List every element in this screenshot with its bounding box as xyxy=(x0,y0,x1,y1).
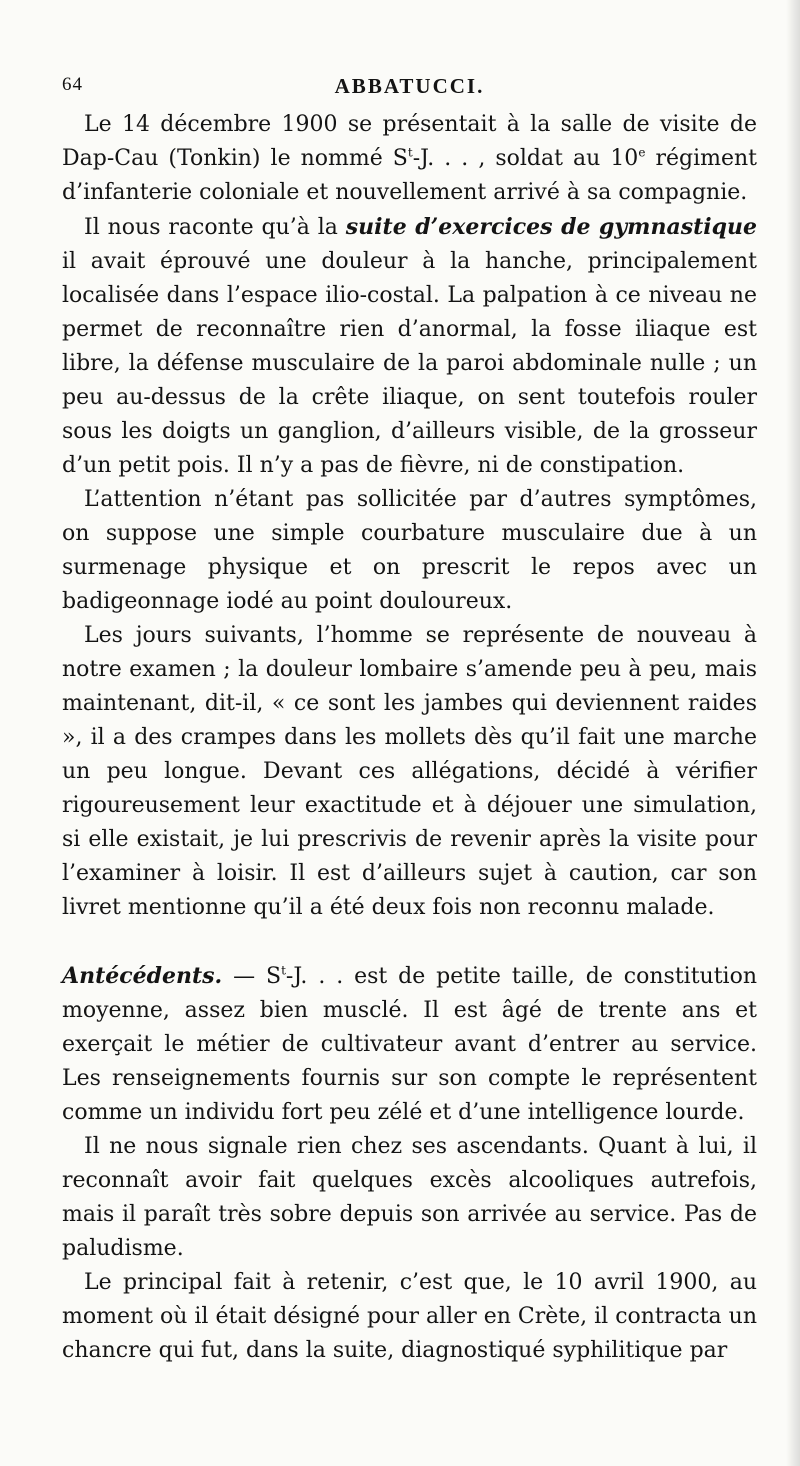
text-segment: il avait éprouvé une douleur à la hanche, principalement localisée dans l’espace ilio-costal. La palpation à ce niveau ne permet de reconnaître rien d’anormal, la fosse iliaque est libre, la défense musculaire de la paroi abdominale nulle ; un peu au-dessus de la crête iliaque, on sent toutefois rouler sous les doigts un ganglion, d’ailleurs visible, de la grosseur d’un petit pois. Il n’y a pas de fièvre, ni de constipation. xyxy=(62,249,757,478)
paragraph xyxy=(62,1130,757,1266)
page-number: 64 xyxy=(62,74,83,95)
paragraph xyxy=(62,619,757,925)
paragraph xyxy=(62,1266,757,1368)
superscript: t xyxy=(407,145,413,160)
emphasis-text: suite d’exercices de gymnastique xyxy=(345,214,757,240)
text-segment: Il ne nous signale rien chez ses ascendants. Quant à lui, il reconnaît avoir fait quelques excès alcooliques autrefois, mais il paraît très sobre depuis son arrivée au service. Pas de paludisme. xyxy=(62,1134,757,1261)
text-segment: L’attention n’étant pas sollicitée par d’autres symptômes, on suppose une simple courbature musculaire due à un surmenage physique et on prescrit le repos avec un badigeonnage iodé au point douloureux. xyxy=(62,487,757,614)
text-segment: Le principal fait à retenir, c’est que, le 10 avril 1900, au moment où il était désigné pour aller en Crète, il contracta un chancre qui fut, dans la suite, diagnostiqué syphilitique par xyxy=(62,1270,758,1363)
text-segment: -J. . . , soldat au 10 xyxy=(412,146,639,171)
text-segment: Le 14 décembre 1900 se présentait à la salle de visite de Dap-Cau (Tonkin) le nommé S xyxy=(62,112,757,171)
page-header xyxy=(62,74,757,108)
page-edge-shadow xyxy=(786,0,800,1466)
paragraph xyxy=(62,210,757,483)
text-segment: Il nous raconte qu’à la xyxy=(84,215,346,240)
emphasis-text: Antécédents. xyxy=(62,963,223,989)
text-segment: régiment d’infanterie coloniale et nouvellement arrivé à sa compagnie. xyxy=(62,146,757,205)
paragraph xyxy=(62,108,757,210)
superscript: e xyxy=(638,145,646,160)
body-text xyxy=(62,108,757,1368)
superscript: t xyxy=(281,963,286,978)
paragraph xyxy=(62,483,757,619)
book-page xyxy=(62,74,757,1368)
paragraph xyxy=(62,959,757,1130)
text-segment: -J. . . est de petite taille, de constitution moyenne, assez bien musclé. Il est âgé de trente ans et exerçait le métier de cultivateur avant d’entrer au service. Les renseignements fournis sur son compte le représentent comme un individu fort peu zélé et d’une intelligence lourde. xyxy=(62,964,757,1125)
text-segment: Les jours suivants, l’homme se représente de nouveau à notre examen ; la douleur lombaire s’amende peu à peu, mais maintenant, dit-il, « ce sont les jambes qui deviennent raides », il a des crampes dans les mollets dès qu’il fait une marche un peu longue. Devant ces allégations, décidé à vérifier rigoureusement leur exactitude et à déjouer une simulation, si elle existait, je lui prescrivis de revenir après la visite pour l’examiner à loisir. Il est d’ailleurs sujet à caution, car son livret mentionne qu’il a été deux fois non reconnu malade. xyxy=(62,623,757,920)
running-head: ABBATUCCI. xyxy=(334,74,485,98)
text-segment: — S xyxy=(222,964,282,989)
